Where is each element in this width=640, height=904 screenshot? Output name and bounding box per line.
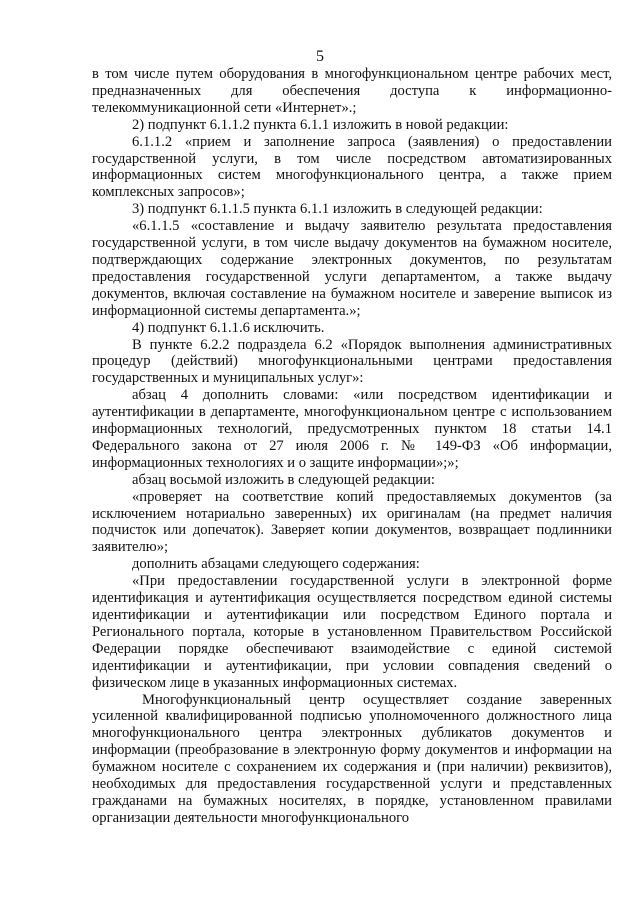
paragraph-6-1-1-5: «6.1.1.5 «составление и выдачу заявителю результата предоставления государственной услуги, в том числе выдачу документов на бумажном носителе, подтверждающих содержание электронных документов, по результатам предоставления государственной услуги департаментом, а также выдачу документов, включая составление на бумажном носителе и заверение выписок из информационной системы департамента.»; bbox=[92, 218, 612, 319]
paragraph-6-1-1-2: 6.1.1.2 «прием и заполнение запроса (заявления) о предоставлении государственной услуги, в том числе посредством автоматизированных информационных систем многофункционального центра, а также прием комплексных запросов»; bbox=[92, 133, 612, 201]
page-number: 5 bbox=[316, 48, 324, 65]
paragraph-mfc: Многофункциональный центр осуществляет создание заверенных усиленной квалифицированной подписью уполномоченного должностного лица многофункционального центра электронных дубликатов документов и информации (преобразование в электронную форму документов и информации на бумажном носителе с сохранением их содержания и (при наличии) реквизитов), необходимых для предоставления государственной услуги и представленных гражданами на бумажных носителях, в порядке, установленном правилами организации деятельности многофункционального bbox=[92, 691, 612, 826]
paragraph-abzac-8: абзац восьмой изложить в следующей редакции: bbox=[132, 471, 435, 488]
paragraph-6-2-2: В пункте 6.2.2 подраздела 6.2 «Порядок выполнения административных процедур (действий) многофункциональными центрами предоставления государственных и муниципальных услуг»: bbox=[92, 336, 612, 387]
paragraph-proveryaet: «проверяет на соответствие копий предоставляемых документов (за исключением нотариально заверенных) их оригиналам (на предмет наличия подчисток или допечаток). Заверяет копии документов, возвращает подлинники заявителю»; bbox=[92, 488, 612, 556]
document-body bbox=[92, 66, 612, 827]
paragraph-item-4: 4) подпункт 6.1.1.6 исключить. bbox=[132, 319, 325, 336]
paragraph-dopolnit: дополнить абзацами следующего содержания: bbox=[132, 556, 420, 573]
paragraph-identification: «При предоставлении государственной услуги в электронной форме идентификация и аутентификация осуществляется посредством единой системы идентификации и аутентификации или посредством Единого портала и Регионального портала, которые в установленном Правительством Российской Федерации порядке обеспечивают взаимодействие с единой системой идентификации и аутентификации, при условии совпадения сведений о физическом лице в указанных информационных системах. bbox=[92, 573, 612, 691]
paragraph-item-3: 3) подпункт 6.1.1.5 пункта 6.1.1 изложить в следующей редакции: bbox=[132, 201, 543, 218]
paragraph-continuation: в том числе путем оборудования в многофункциональном центре рабочих мест, предназначенных для обеспечения доступа к информационно-телекоммуникационной сети «Интернет».; bbox=[92, 66, 612, 116]
paragraph-item-2: 2) подпункт 6.1.1.2 пункта 6.1.1 изложить в новой редакции: bbox=[132, 116, 509, 133]
paragraph-abzac-4: абзац 4 дополнить словами: «или посредством идентификации и аутентификации в департаменте, многофункциональном центре с использованием информационных технологий, предусмотренных пунктом 18 статьи 14.1 Федерального закона от 27 июля 2006 г. № 149-ФЗ «Об информации, информационных технологиях и о защите информации»;»; bbox=[92, 387, 612, 471]
